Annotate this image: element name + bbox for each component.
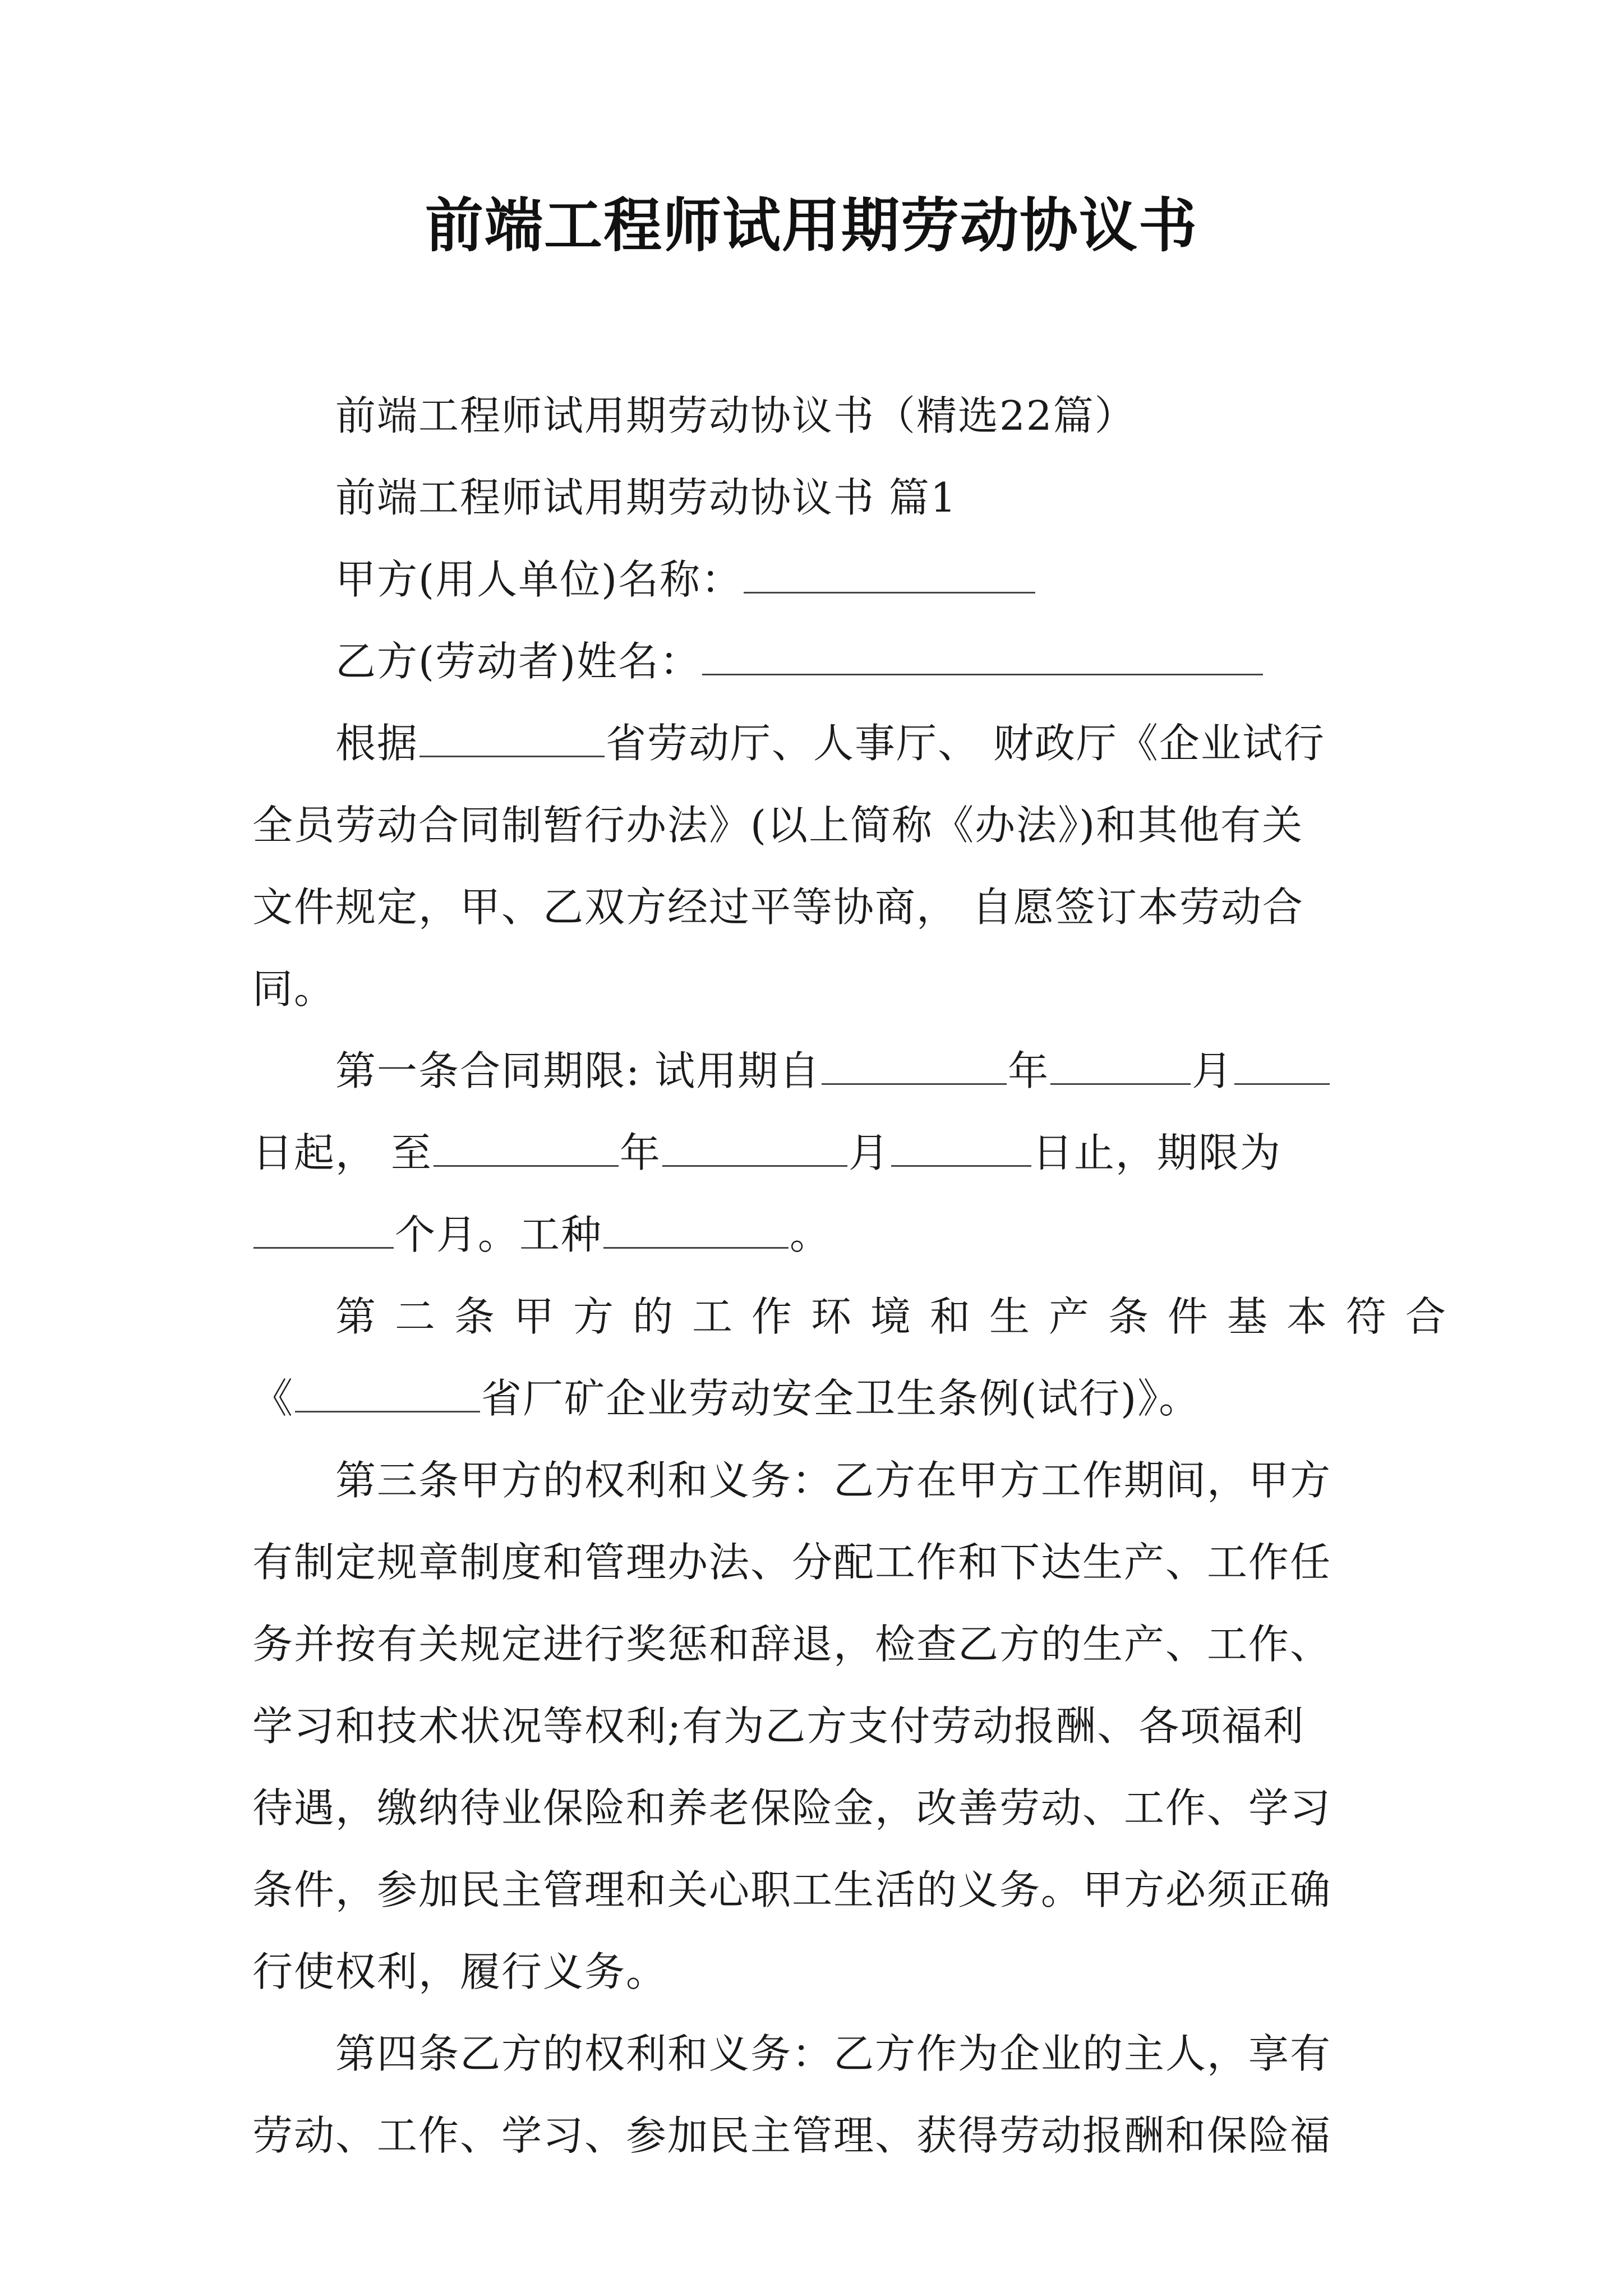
article3-text: 行使权利，履行义务。 — [252, 1948, 668, 1995]
section-heading-line — [252, 457, 1396, 539]
article2-text-2: 《 — [252, 1375, 294, 1422]
article2-province-blank[interactable] — [295, 1374, 480, 1412]
start-day-blank[interactable] — [1234, 1046, 1330, 1085]
intro-line-4 — [252, 948, 1396, 1030]
intro-text-5: 同。 — [252, 965, 336, 1013]
intro-line-2 — [252, 784, 1396, 866]
article3-text: 条件，参加民主管理和关心职工生活的义务。甲方必须正确 — [252, 1866, 1332, 1913]
article1-text-c: 月 — [1192, 1047, 1234, 1094]
province-blank[interactable] — [419, 719, 605, 757]
article3-text: 务并按有关规定进行奖惩和辞退，检查乙方的生产、工作、 — [252, 1621, 1332, 1668]
article1-text-e: 年 — [619, 1129, 661, 1176]
article1-text-d: 日起， 至 — [252, 1129, 432, 1176]
end-day-blank[interactable] — [891, 1128, 1031, 1167]
article4-line-1 — [252, 2013, 1396, 2095]
article4-text: 第四条乙方的权利和义务：乙方作为企业的主人，享有 — [335, 2030, 1332, 2077]
article3-line-3 — [252, 1603, 1396, 1685]
article3-line-1 — [252, 1439, 1396, 1521]
article1-line-3 — [252, 1194, 1396, 1276]
intro-line-1 — [252, 702, 1396, 784]
article3-line-6 — [252, 1849, 1396, 1931]
article3-line-4 — [252, 1685, 1396, 1767]
article2-text-3: 省厂矿企业劳动安全卫生条例(试行)》。 — [481, 1375, 1201, 1422]
article3-text: 学习和技术状况等权利;有为乙方支付劳动报酬、各项福利 — [252, 1703, 1305, 1750]
article3-text: 待遇，缴纳待业保险和养老保险金，改善劳动、工作、学习 — [252, 1784, 1332, 1832]
article2-text-1: 第二条甲方的工作环境和生产条件基本符合 — [335, 1293, 1465, 1340]
job-type-blank[interactable] — [603, 1210, 789, 1249]
intro-line-3 — [252, 866, 1396, 948]
article4-text: 劳动、工作、学习、参加民主管理、获得劳动报酬和保险福 — [252, 2112, 1332, 2159]
article1-text-a: 第一条合同期限: 试用期自 — [335, 1047, 821, 1094]
article2-line-2 — [252, 1358, 1396, 1439]
document-body — [252, 375, 1465, 2177]
end-year-blank[interactable] — [434, 1128, 619, 1167]
party-b-name-blank[interactable] — [702, 637, 1263, 675]
party-a-line — [252, 539, 1396, 620]
subtitle: 前端工程师试用期劳动协议书（精选22篇） — [335, 392, 1136, 439]
article1-line-2 — [252, 1112, 1396, 1194]
section-heading: 前端工程师试用期劳动协议书 篇1 — [335, 474, 957, 521]
party-b-line — [252, 620, 1396, 702]
article1-text-i: 。 — [790, 1211, 832, 1258]
intro-text-2: 省劳动厅、人事厅、 财政厅《企业试行 — [606, 720, 1325, 767]
intro-text-3: 全员劳动合同制暂行办法》(以上简称《办法》)和其他有关 — [252, 802, 1304, 849]
article3-line-2 — [252, 1521, 1396, 1603]
article3-line-7 — [252, 1931, 1396, 2013]
intro-text-4: 文件规定，甲、乙双方经过平等协商， 自愿签订本劳动合 — [252, 884, 1304, 931]
article4-line-2 — [252, 2095, 1396, 2177]
article1-text-g: 日止，期限为 — [1032, 1129, 1281, 1176]
document-title: 前端工程师试用期劳动协议书 — [425, 191, 1198, 260]
article2-line-1 — [252, 1276, 1465, 1358]
start-month-blank[interactable] — [1050, 1046, 1191, 1085]
start-year-blank[interactable] — [822, 1046, 1007, 1085]
intro-text-1: 根据 — [335, 720, 419, 767]
end-month-blank[interactable] — [662, 1128, 847, 1167]
party-a-label: 甲方(用人单位)名称： — [335, 556, 743, 603]
article3-text: 第三条甲方的权利和义务：乙方在甲方工作期间，甲方 — [335, 1457, 1332, 1504]
article1-text-h: 个月。工种 — [395, 1211, 603, 1258]
article3-line-5 — [252, 1767, 1396, 1849]
subtitle-line — [252, 375, 1396, 457]
party-b-label: 乙方(劳动者)姓名： — [335, 638, 702, 685]
party-a-name-blank[interactable] — [744, 555, 1035, 593]
article3-text: 有制定规章制度和管理办法、分配工作和下达生产、工作任 — [252, 1539, 1332, 1586]
article1-text-f: 月 — [848, 1129, 890, 1176]
article1-line-1 — [252, 1030, 1396, 1112]
article1-text-b: 年 — [1008, 1047, 1050, 1094]
term-months-blank[interactable] — [253, 1210, 394, 1249]
